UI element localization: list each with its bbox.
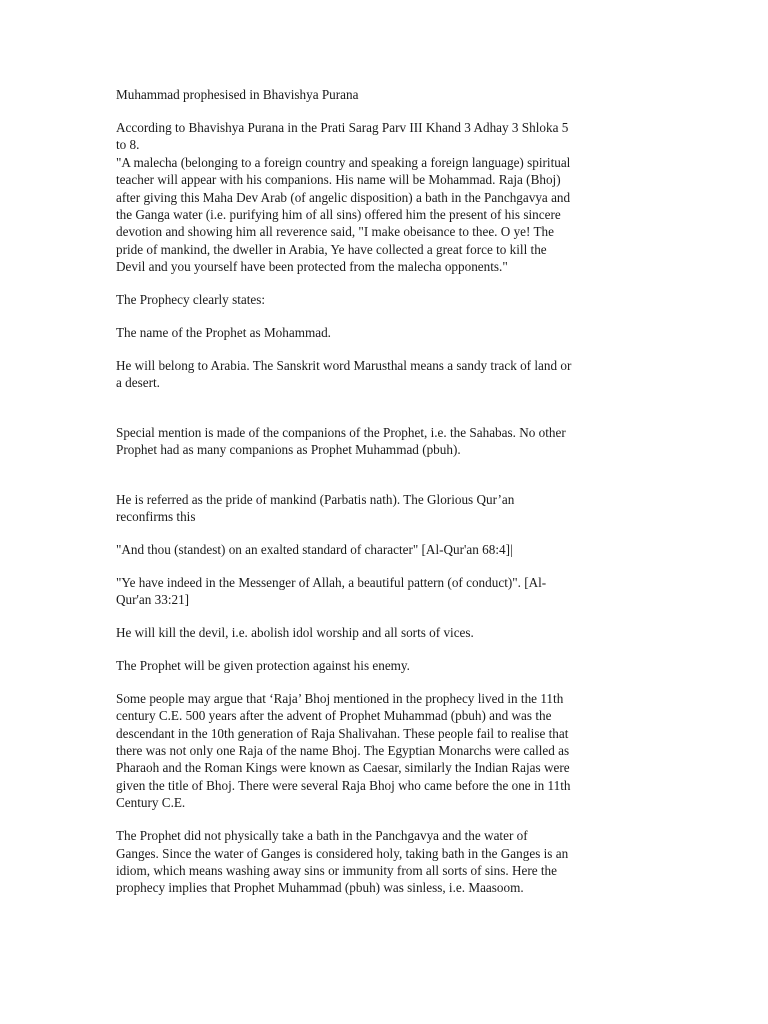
text-line: "And thou (standest) on an exalted standard of character" [Al-Qur'an 68:4]| [116, 541, 513, 557]
text-line: a desert. [116, 375, 160, 391]
text-line: Devil and you yourself have been protected from the malecha opponents." [116, 259, 508, 275]
text-line: The name of the Prophet as Mohammad. [116, 324, 331, 340]
text-line: the Ganga water (i.e. purifying him of all sins) offered him the present of his sincere [116, 206, 561, 222]
text-line: to 8. [116, 137, 140, 153]
text-line: descendant in the 10th generation of Raja Shalivahan. These people fail to realise that [116, 725, 569, 741]
paragraph [116, 827, 656, 897]
text-line: Qur'an 33:21] [116, 592, 190, 608]
text-line: The Prophecy clearly states: [116, 292, 266, 308]
text-line: Pharaoh and the Roman Kings were known as Caesar, similarly the Indian Rajas were [116, 760, 570, 776]
text-line: He will belong to Arabia. The Sanskrit word Marusthal means a sandy track of land or [116, 357, 572, 373]
text-line: pride of mankind, the dweller in Arabia, Ye have collected a great force to kill the [116, 241, 547, 257]
text-line: Prophet had as many companions as Prophet Muhammad (pbuh). [116, 442, 461, 458]
text-line: The Prophet will be given protection against his enemy. [116, 657, 410, 673]
document-body [116, 119, 656, 897]
paragraph [116, 657, 656, 674]
paragraph [116, 424, 656, 459]
document-page [116, 86, 656, 912]
text-line: The Prophet did not physically take a bath in the Panchgavya and the water of [116, 828, 528, 844]
paragraph [116, 624, 656, 641]
text-line: According to Bhavishya Purana in the Prati Sarag Parv III Khand 3 Adhay 3 Shloka 5 [116, 119, 569, 135]
text-line: "Ye have indeed in the Messenger of Allah, a beautiful pattern (of conduct)". [Al- [116, 574, 547, 590]
text-line: Special mention is made of the companions of the Prophet, i.e. the Sahabas. No other [116, 424, 566, 440]
paragraph [116, 357, 656, 392]
paragraph [116, 491, 656, 526]
text-line: teacher will appear with his companions. His name will be Mohammad. Raja (Bhoj) [116, 172, 561, 188]
paragraph [116, 291, 656, 308]
text-line: idiom, which means washing away sins or immunity from all sorts of sins. Here the [116, 863, 557, 878]
text-line: century C.E. 500 years after the advent of Prophet Muhammad (pbuh) and was the [116, 708, 552, 724]
text-line: Century C.E. [116, 795, 186, 811]
text-line: Ganges. Since the water of Ganges is considered holy, taking bath in the Ganges is an [116, 845, 569, 861]
document-title: Muhammad prophesised in Bhavishya Purana [116, 87, 359, 102]
text-line: reconfirms this [116, 508, 196, 524]
paragraph [116, 324, 656, 341]
text-line: He is referred as the pride of mankind (Parbatis nath). The Glorious Qur’an [116, 491, 515, 507]
text-line: "A malecha (belonging to a foreign country and speaking a foreign language) spiritual [116, 154, 571, 170]
text-line: there was not only one Raja of the name Bhoj. The Egyptian Monarchs were called as [116, 743, 570, 759]
text-line: prophecy implies that Prophet Muhammad (pbuh) was sinless, i.e. Maasoom. [116, 880, 524, 896]
paragraph [116, 541, 656, 558]
text-line: devotion and showing him all reverence said, "I make obeisance to thee. O ye! The [116, 224, 554, 240]
text-line: given the title of Bhoj. There were several Raja Bhoj who came before the one in 11th [116, 777, 571, 793]
text-line: Some people may argue that ‘Raja’ Bhoj mentioned in the prophecy lived in the 11th [116, 690, 564, 706]
text-line: He will kill the devil, i.e. abolish idol worship and all sorts of vices. [116, 625, 474, 641]
paragraph [116, 119, 656, 276]
text-line: after giving this Maha Dev Arab (of angelic disposition) a bath in the Panchgavya and [116, 189, 571, 205]
paragraph [116, 690, 656, 812]
paragraph [116, 574, 656, 609]
